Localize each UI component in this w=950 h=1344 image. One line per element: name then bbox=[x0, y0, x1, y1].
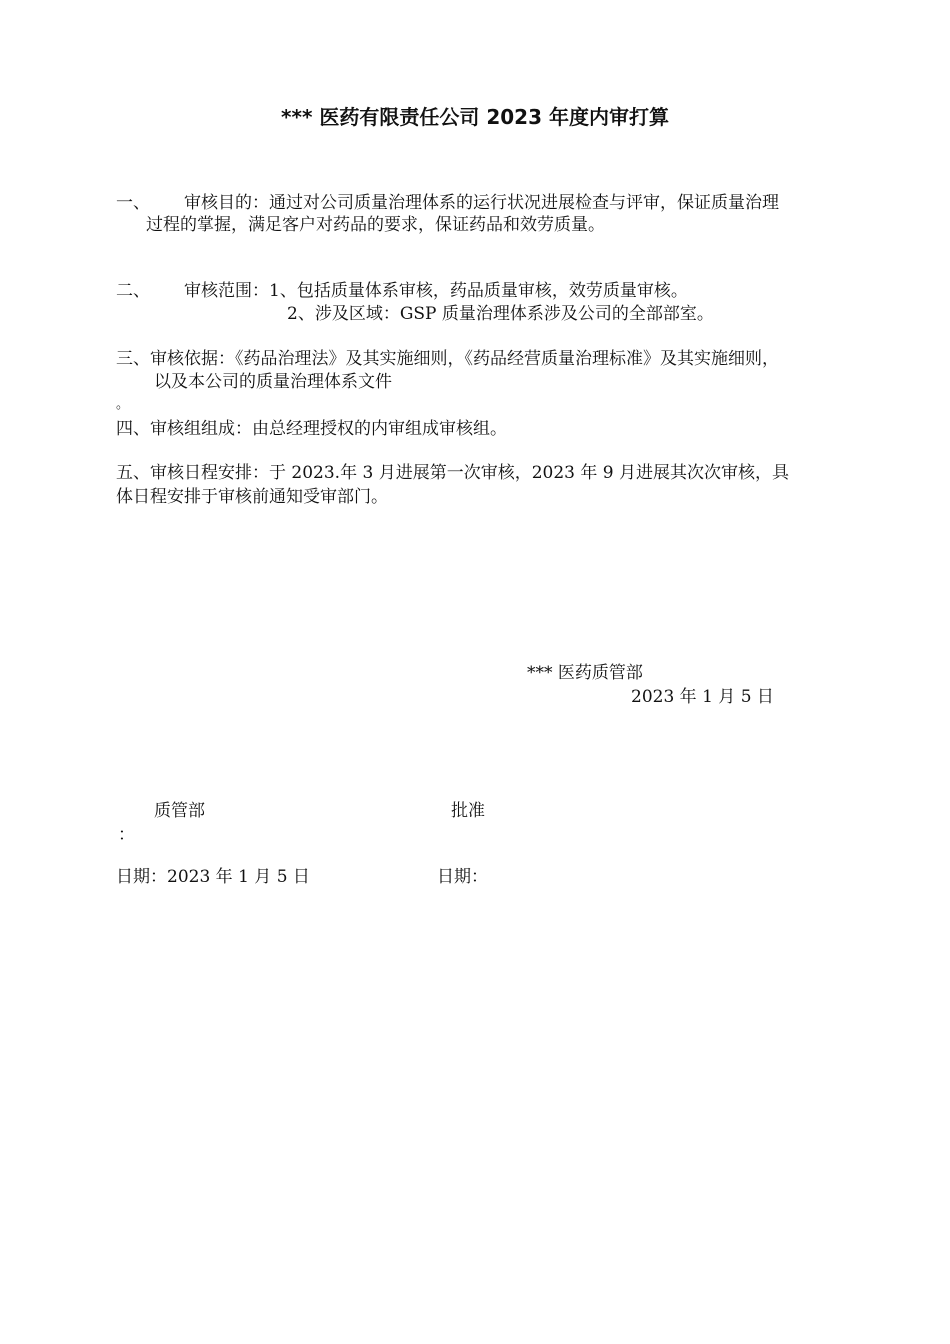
issuer-date: 2023 年 1 月 5 日 bbox=[631, 687, 774, 707]
signature-left-colon: ： bbox=[118, 825, 135, 845]
section-3-line-2: 以及本公司的质量治理体系文件 bbox=[154, 372, 392, 392]
section-1-number: 一、 bbox=[116, 193, 150, 213]
issuer-department: *** 医药质管部 bbox=[527, 663, 643, 683]
section-3-line-3: 。 bbox=[116, 397, 130, 412]
signature-right-label: 批准 bbox=[451, 801, 485, 821]
section-1-line-2: 过程的掌握，满足客户对药品的要求，保证药品和效劳质量。 bbox=[146, 215, 605, 235]
section-2-line-2: 2、涉及区域：GSP 质量治理体系涉及公司的全部部室。 bbox=[287, 304, 714, 324]
section-5-line-1: 五、审核日程安排：于 2023.年 3 月进展第一次审核，2023 年 9 月进展其次次审核，具 bbox=[116, 463, 789, 483]
signature-left-label: 质管部 bbox=[154, 801, 205, 821]
signature-left-date: 日期：2023 年 1 月 5 日 bbox=[116, 867, 310, 887]
section-5-line-2: 体日程安排于审核前通知受审部门。 bbox=[116, 487, 388, 507]
section-2-line-1: 审核范围：1、包括质量体系审核，药品质量审核，效劳质量审核。 bbox=[184, 281, 688, 301]
document-title: *** 医药有限责任公司 2023 年度内审打算 bbox=[281, 105, 669, 129]
section-3-line-1: 三、审核依据：《药品治理法》及其实施细则，《药品经营质量治理标准》及其实施细则， bbox=[116, 349, 779, 369]
section-1-line-1: 审核目的：通过对公司质量治理体系的运行状况进展检查与评审，保证质量治理 bbox=[184, 193, 779, 213]
section-2-number: 二、 bbox=[116, 281, 150, 301]
signature-right-date: 日期： bbox=[437, 867, 488, 887]
section-4-line-1: 四、审核组组成：由总经理授权的内审组成审核组。 bbox=[116, 419, 507, 439]
